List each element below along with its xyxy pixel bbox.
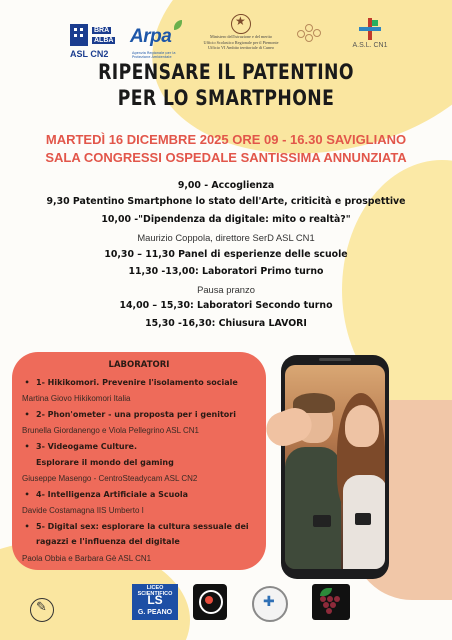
lab-speaker: Martina Giovo Hikikomori Italia [22,394,131,403]
program-item: 9,00 - Accoglienza [177,180,275,191]
program-item: 10,30 – 11,30 Panel di esperienze delle scuole [104,249,348,260]
teen-boy-figure [285,447,341,569]
program-item: Maurizio Coppola, direttore SerD ASL CN1 [137,232,315,243]
lab-item-continuation: Esplorare il mondo del gaming [36,458,174,467]
republic-emblem-icon [231,14,251,34]
bullet: • [24,410,30,419]
dots-cluster-icon [297,24,321,44]
lab-item-title: 5- Digital sex: esplorare la cultura sessuale dei [36,522,249,531]
arpa-logo [130,20,186,64]
logo-row [0,14,452,64]
ministero-line-1: Ministero dell'istruzione e del merito [210,34,272,39]
medal-icon [252,586,288,622]
teen-girl-head [345,405,379,447]
lab-item [18,410,264,419]
lab-item-continuation: ragazzi e l'influenza del digitale [36,537,180,546]
asl-cn2-logo [70,22,116,62]
lab-item [18,378,264,387]
program-item: 14,00 – 15,30: Laboratori Secondo turno [119,300,333,311]
page-title-line-1: RIPENSARE IL PATENTINO [98,60,354,84]
leaf-icon [174,20,182,30]
program-item: 11,30 -13,00: Laboratori Primo turno [128,266,324,277]
event-date: MARTEDÌ 16 DICEMBRE 2025 ORE 09 - 16.30 SAVIGLIANO [45,132,407,147]
dots-logo [295,24,343,60]
event-venue: SALA CONGRESSI OSPEDALE SANTISSIMA ANNUNZIATA [45,150,407,165]
smartphone-image [281,355,389,579]
arpa-subtitle: Agenzia Regionale per la Protezione Ambientale [132,51,176,59]
laboratori-panel [12,352,266,570]
bullet: • [24,490,30,499]
ministero-line-3: Ufficio VI Ambito territoriale di Cuneo [207,45,275,50]
lab-speaker: Paola Obbia e Barbara Gè ASL CN1 [22,554,152,563]
program-item: 15,30 -16,30: Chiusura LAVORI [145,318,307,329]
lab-item-title: 3- Videogame Culture. [36,442,138,451]
peano-line-1: LICEO SCIENTIFICO [137,585,173,597]
asl-logo-bra: BRA [94,27,110,34]
program-item: 10,00 -"Dipendenza da digitale: mito o realtà?" [101,214,351,225]
lab-item [18,442,264,451]
lab-item [18,490,264,499]
lab-item-title: 1- Hikikomori. Prevenire l'isolamento sociale [36,378,238,387]
phone-speaker [319,358,351,361]
asl-logo-alba: ALBA [94,37,114,44]
leaf-icon [320,588,332,596]
phone-in-hand [355,513,371,525]
grapes-logo [312,584,350,620]
bullet: • [24,442,30,451]
bullet: • [24,378,30,387]
lab-speaker: Giuseppe Masengo - CentroSteadycam ASL CN2 [22,474,198,483]
ministero-line-2: Ufficio Scolastico Regionale per il Piemonte [203,39,279,45]
cross-icon [359,18,381,40]
school-circle-logo [193,584,227,620]
asl-logo-name: ASL CN2 [70,49,109,59]
phone-screen-photo [285,365,385,569]
page-title-line-2: PER LO SMARTPHONE [117,86,335,110]
peano-line-2: LS [147,593,163,607]
pencil-icon [30,598,54,622]
asl-cn1-text: A.S.L. CN1 [352,42,388,49]
peano-line-3: G. PEANO [137,609,173,616]
medal-logo [250,584,288,620]
liceo-peano-logo [132,584,178,620]
phone-in-hand [313,515,331,527]
lab-item-title: 2- Phon'ometer - una proposta per i genitori [36,410,236,419]
ministero-logo [196,14,286,64]
program-item: Pausa pranzo [197,284,255,295]
bullet: • [24,522,30,531]
ring-icon [199,590,223,614]
lab-speaker: Brunella Giordanengo e Viola Pellegrino ASL CN1 [22,426,200,435]
lab-speaker: Davide Costamagna IIS Umberto I [22,506,144,515]
lab-item-title: 4- Intelligenza Artificiale a Scuola [36,490,188,499]
building-icon [70,24,88,46]
laboratori-heading: LABORATORI [108,360,170,370]
lab-item [18,522,264,531]
asl-cn1-logo [352,18,388,62]
arpa-wordmark: Arpa [130,26,172,47]
program-item: 9,30 Patentino Smartphone lo stato dell'Arte, criticità e prospettive [46,196,406,207]
